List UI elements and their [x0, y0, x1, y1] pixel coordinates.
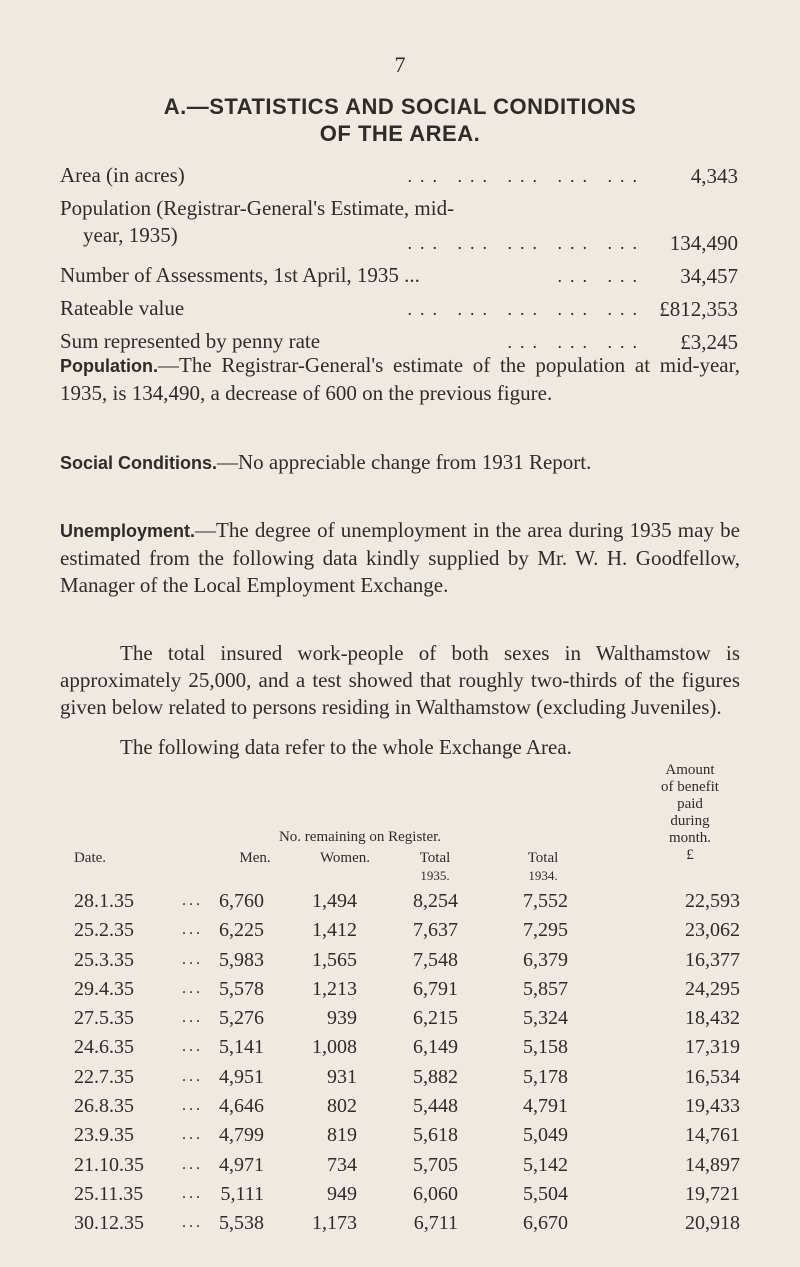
cell-men: 5,578	[219, 977, 264, 1000]
stat-value: 34,457	[680, 264, 738, 288]
cell-total-1934: 7,552	[523, 890, 568, 912]
header-total-1935	[400, 850, 470, 885]
leader-dots: ... ... ... ... ...	[407, 233, 645, 253]
cell-amount: 24,295	[685, 977, 740, 1000]
table-row	[60, 888, 740, 917]
cell-women: 734	[327, 1153, 357, 1176]
leader-dots: ... ... ...	[507, 332, 645, 352]
social-paragraph	[60, 449, 740, 477]
cell-date: 23.9.35	[74, 1124, 134, 1147]
cell-men: 5,111	[220, 1182, 264, 1205]
table-row	[60, 976, 740, 1005]
insured-paragraph: The total insured work-people of both sexes in Walthamstow is approximately 25,000, and a test showed that roughly two-thirds of the figures given below related to persons residing in Walthamstow (excluding Juveniles).	[60, 641, 740, 719]
header-total-1934-b: 1934.	[528, 868, 558, 883]
cell-total-1934: 4,791	[523, 1095, 568, 1118]
cell-amount: 20,918	[685, 1212, 740, 1235]
cell-total-1935: 8,254	[413, 890, 458, 912]
leader-dots: ... ... ... ... ...	[407, 166, 645, 186]
leader-dots: ...	[182, 1126, 203, 1144]
header-amount-6: £	[686, 847, 694, 863]
leader-dots: ...	[182, 1184, 203, 1202]
table-row	[60, 917, 740, 946]
stat-label: Area (in acres)	[60, 163, 185, 187]
stat-value: £812,353	[659, 297, 738, 321]
cell-women: 1,008	[312, 1036, 357, 1059]
page-title	[60, 93, 740, 147]
unemployment-text: —The degree of unemployment in the area during 1935 may be estimated from the following data kindly supplied by Mr. W. H. Goodfellow, Manager of the Local Employment Exchange.	[60, 518, 740, 597]
stat-label-line-1: Population (Registrar-General's Estimate, mid-	[60, 196, 455, 220]
cell-amount: 19,433	[685, 1095, 740, 1118]
cell-total-1934: 5,049	[523, 1124, 568, 1147]
cell-women: 1,494	[312, 890, 357, 912]
population-paragraph	[60, 352, 740, 407]
header-date: Date.	[73, 850, 107, 866]
leader-dots: ...	[182, 1155, 203, 1173]
cell-date: 22.7.35	[74, 1065, 134, 1088]
header-amount-4: during	[670, 813, 710, 829]
table-row	[60, 1122, 740, 1151]
table-row	[60, 947, 740, 976]
cell-date: 30.12.35	[74, 1212, 144, 1235]
statistics-list	[60, 160, 740, 359]
cell-date: 24.6.35	[74, 1036, 134, 1059]
cell-women: 1,213	[312, 977, 357, 1000]
table-row	[60, 1210, 740, 1239]
unemployment-lead: Unemployment.	[60, 521, 196, 541]
leader-dots: ...	[182, 1097, 203, 1115]
header-amount	[640, 762, 740, 864]
header-total-1934-a: Total	[527, 850, 559, 866]
leader-dots: ... ... ... ... ...	[407, 299, 645, 319]
cell-men: 6,225	[219, 919, 264, 942]
cell-total-1935: 7,637	[413, 919, 458, 942]
cell-total-1934: 5,324	[523, 1007, 568, 1030]
cell-date: 28.1.35	[74, 890, 134, 912]
leader-dots: ...	[182, 1038, 203, 1056]
cell-women: 1,565	[312, 948, 357, 971]
cell-total-1934: 5,158	[523, 1036, 568, 1059]
leader-dots: ...	[182, 1067, 203, 1085]
cell-amount: 22,593	[685, 890, 740, 912]
header-total-1935-b: 1935.	[420, 868, 450, 883]
title-line-2: OF THE AREA.	[319, 121, 481, 146]
cell-total-1935: 6,149	[413, 1036, 458, 1059]
table-row	[60, 1034, 740, 1063]
stat-area	[60, 160, 740, 193]
population-text: —The Registrar-General's estimate of the population at mid-year, 1935, is 134,490, a decrease of 600 on the previous figure.	[60, 353, 740, 405]
cell-amount: 23,062	[685, 919, 740, 942]
social-text: —No appreciable change from 1931 Report.	[217, 450, 592, 474]
cell-date: 25.11.35	[74, 1182, 144, 1205]
stat-label: Number of Assessments, 1st April, 1935 ...	[60, 263, 420, 287]
stat-assessments	[60, 260, 740, 293]
cell-men: 4,951	[219, 1065, 264, 1088]
cell-amount: 16,534	[685, 1065, 740, 1088]
cell-amount: 14,761	[685, 1124, 740, 1147]
table-row	[60, 1152, 740, 1181]
stat-label-line-2: year, 1935)	[83, 223, 178, 247]
cell-total-1934: 5,857	[523, 977, 568, 1000]
leader-dots: ...	[182, 979, 203, 997]
cell-women: 931	[327, 1065, 357, 1088]
cell-total-1934: 5,504	[523, 1182, 568, 1205]
cell-women: 819	[327, 1124, 357, 1147]
leader-dots: ...	[182, 921, 203, 939]
header-total-1934	[508, 850, 578, 885]
leader-dots: ...	[182, 1009, 203, 1027]
cell-men: 5,141	[219, 1036, 264, 1059]
header-amount-5: month.	[668, 830, 712, 846]
cell-women: 802	[327, 1095, 357, 1118]
cell-men: 6,760	[219, 890, 264, 912]
page-number: 7	[394, 52, 406, 77]
population-lead: Population.	[60, 356, 158, 376]
cell-women: 949	[327, 1182, 357, 1205]
leader-dots: ... ...	[557, 266, 645, 286]
cell-men: 5,983	[219, 948, 264, 971]
stat-population	[60, 193, 740, 260]
cell-total-1935: 6,060	[413, 1182, 458, 1205]
header-women: Women.	[319, 850, 371, 866]
table-body	[60, 888, 740, 1240]
leader-dots: ...	[182, 892, 203, 909]
cell-amount: 17,319	[685, 1036, 740, 1059]
header-men: Men.	[239, 850, 271, 866]
cell-amount: 19,721	[685, 1182, 740, 1205]
cell-women: 939	[327, 1007, 357, 1030]
table-row	[60, 1005, 740, 1034]
table-row	[60, 1181, 740, 1210]
cell-amount: 18,432	[685, 1007, 740, 1030]
cell-date: 26.8.35	[74, 1095, 134, 1118]
cell-men: 4,971	[219, 1153, 264, 1176]
cell-date: 27.5.35	[74, 1007, 134, 1030]
leader-dots: ...	[182, 950, 203, 968]
table-row	[60, 1064, 740, 1093]
cell-amount: 14,897	[685, 1153, 740, 1176]
unemployment-table	[60, 762, 740, 1240]
cell-women: 1,412	[312, 919, 357, 942]
cell-total-1934: 6,670	[523, 1212, 568, 1235]
following-paragraph: The following data refer to the whole Exchange Area.	[120, 735, 572, 759]
cell-total-1935: 7,548	[413, 948, 458, 971]
cell-total-1935: 5,882	[413, 1065, 458, 1088]
header-amount-1: Amount	[665, 762, 715, 778]
table-row	[60, 1093, 740, 1122]
cell-total-1934: 5,178	[523, 1065, 568, 1088]
header-group: No. remaining on Register.	[278, 829, 442, 845]
header-amount-3: paid	[677, 796, 703, 812]
cell-total-1935: 5,705	[413, 1153, 458, 1176]
header-total-1935-a: Total	[419, 850, 451, 866]
unemployment-paragraph	[60, 517, 740, 599]
cell-date: 25.3.35	[74, 948, 134, 971]
cell-men: 5,276	[219, 1007, 264, 1030]
leader-dots: ...	[182, 1214, 203, 1232]
stat-label: Rateable value	[60, 296, 185, 320]
cell-total-1935: 6,791	[413, 977, 458, 1000]
cell-total-1935: 6,215	[413, 1007, 458, 1030]
cell-date: 25.2.35	[74, 919, 134, 942]
cell-total-1934: 6,379	[523, 948, 568, 971]
cell-total-1934: 7,295	[523, 919, 568, 942]
stat-value: 4,343	[690, 164, 738, 188]
table-header	[60, 762, 740, 888]
stat-value: 134,490	[669, 231, 738, 255]
cell-date: 29.4.35	[74, 977, 134, 1000]
header-amount-2: of benefit	[661, 779, 719, 795]
cell-total-1935: 5,618	[413, 1124, 458, 1147]
cell-total-1934: 5,142	[523, 1153, 568, 1176]
cell-men: 4,799	[219, 1124, 264, 1147]
cell-women: 1,173	[312, 1212, 357, 1235]
cell-total-1935: 5,448	[413, 1095, 458, 1118]
title-line-1: A.—STATISTICS AND SOCIAL CONDITIONS	[163, 94, 637, 119]
cell-men: 5,538	[219, 1212, 264, 1235]
cell-amount: 16,377	[685, 948, 740, 971]
stat-label: Sum represented by penny rate	[60, 329, 321, 353]
cell-date: 21.10.35	[74, 1153, 144, 1176]
cell-men: 4,646	[219, 1095, 264, 1118]
cell-total-1935: 6,711	[413, 1212, 458, 1235]
stat-value: £3,245	[680, 330, 738, 354]
social-lead: Social Conditions.	[60, 453, 218, 473]
stat-rateable	[60, 293, 740, 326]
